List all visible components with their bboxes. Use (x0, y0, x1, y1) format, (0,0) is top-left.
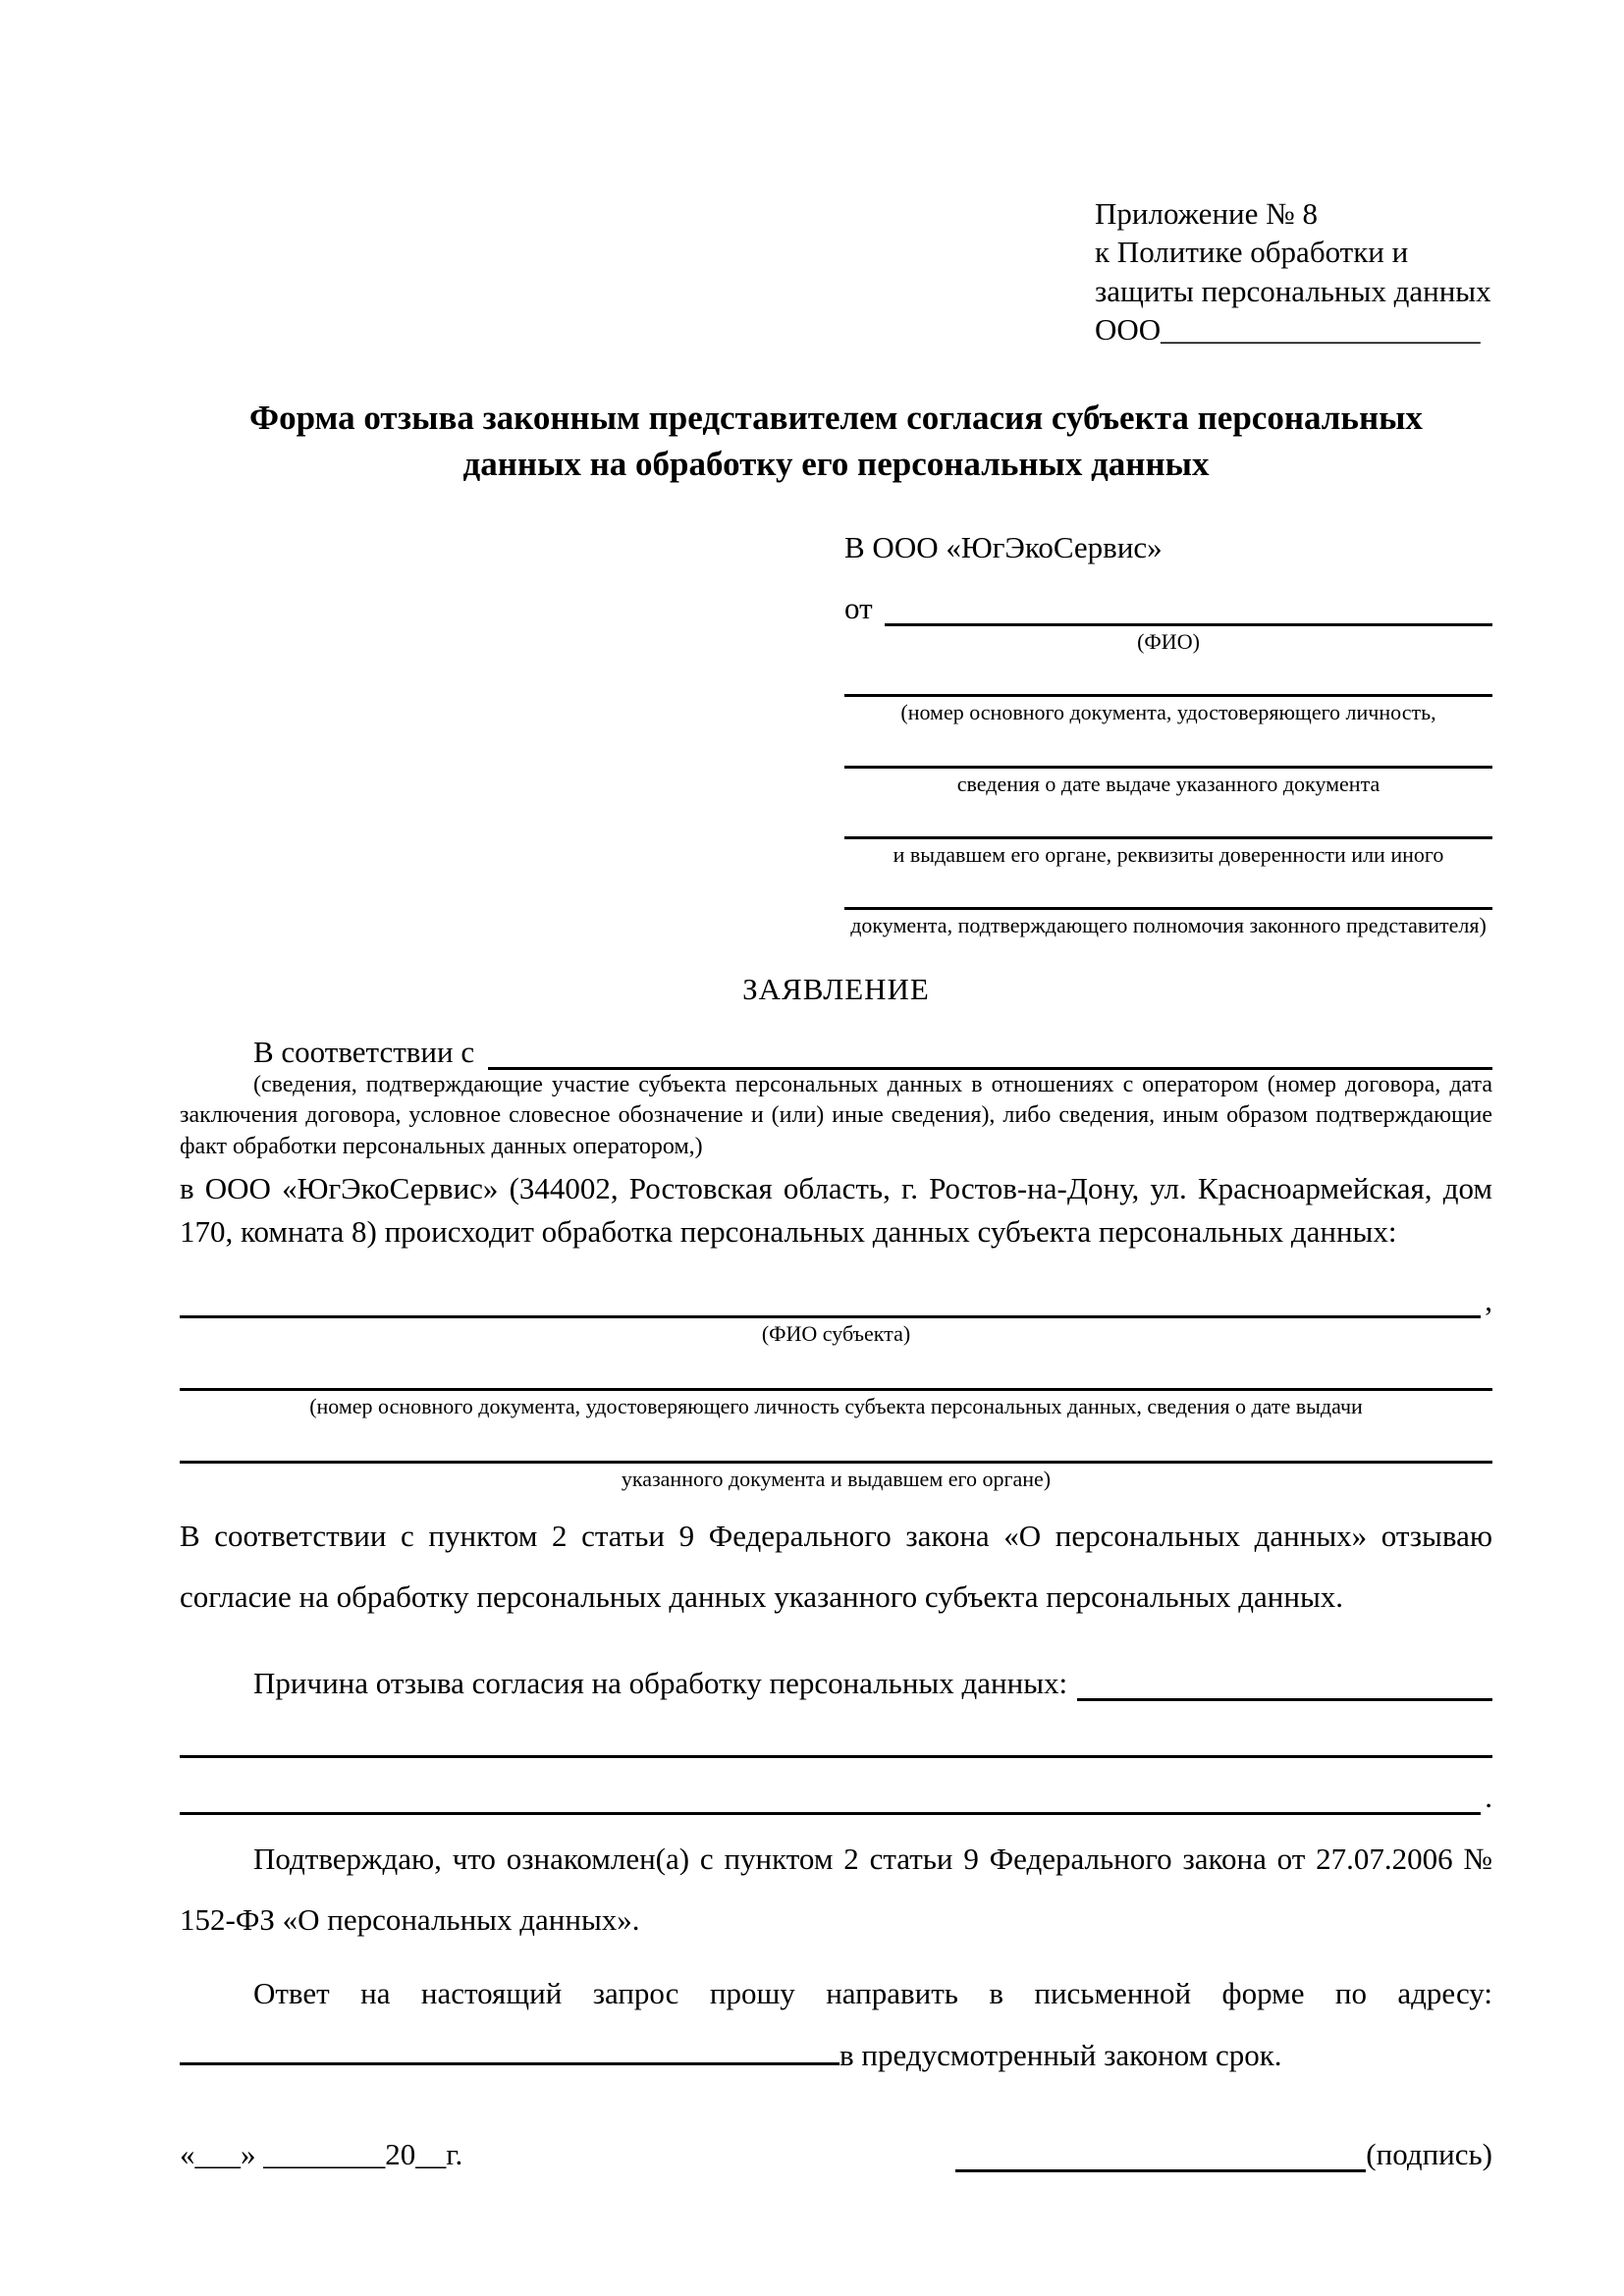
confirm-paragraph: Подтверждаю, что ознакомлен(а) с пунктом 2 статьи 9 Федерального закона от 27.07.2006 № 152-ФЗ «О персональных данных». (180, 1841, 1492, 1938)
signature-caption: (подпись) (1366, 2137, 1492, 2172)
reply-address-fill-line (180, 2032, 839, 2065)
reason-fill-line (1077, 1664, 1492, 1701)
reason-fill-line-2 (180, 1721, 1492, 1758)
doc-caption-4: документа, подтверждающего полномочия законного представителя) (850, 913, 1487, 938)
recipient-block (844, 528, 1492, 938)
subject-doc-caption-2: указанного документа и выдавшем его органе) (621, 1467, 1052, 1492)
intro-label: В соответствии с (253, 1034, 475, 1069)
recipient-organization: В ООО «ЮгЭкоСервис» (844, 529, 1163, 564)
appendix-line-1: Приложение № 8 (1095, 196, 1318, 231)
subject-doc-fill-line-2 (180, 1434, 1492, 1464)
reply-paragraph (180, 1963, 1492, 2086)
doc-caption-1: (номер основного документа, удостоверяющего личность, (900, 700, 1436, 725)
signature-fill-line (955, 2137, 1366, 2172)
reason-blank-row-1 (180, 1701, 1492, 1758)
reply-label: Ответ на настоящий запрос прошу направить в письменной форме по адресу: (253, 1975, 1492, 2010)
doc-line-group-2 (844, 736, 1492, 796)
subject-doc-caption-1: (номер основного документа, удостоверяющего личность субъекта персональных данных, сведения о дате выдачи (309, 1393, 1363, 1418)
doc-line-group-1 (844, 665, 1492, 724)
intro-row (180, 1031, 1492, 1070)
subject-doc-group-2 (180, 1434, 1492, 1491)
reply-suffix: в предусмотренный законом срок. (839, 2037, 1282, 2072)
appendix-line-2: к Политике обработки и (1095, 235, 1409, 270)
reason-row (180, 1644, 1492, 1701)
statement-heading: ЗАЯВЛЕНИЕ (742, 971, 930, 1006)
from-label: от (844, 591, 873, 626)
operator-paragraph: в ООО «ЮгЭкоСервис» (344002, Ростовская область, г. Ростов-на-Дону, ул. Красноармейская, дом 170, комната 8) происходит обработка персональных данных субъекта персональных данных: (180, 1170, 1492, 1249)
subject-doc-fill-line-1 (180, 1362, 1492, 1391)
from-row (844, 589, 1492, 626)
doc-line-group-3 (844, 807, 1492, 867)
reason-period: . (1485, 1779, 1492, 1814)
date-line: «___» ________20__г. (180, 2137, 463, 2172)
appendix-ooo-line: ООО_____________________ (1095, 312, 1481, 347)
doc-line-group-4 (844, 878, 1492, 937)
doc-fill-line-2 (844, 736, 1492, 769)
subject-fio-comma: , (1485, 1282, 1492, 1317)
subject-fio-fill-line (180, 1285, 1481, 1318)
appendix-header (1095, 194, 1497, 348)
doc-fill-line-4 (844, 878, 1492, 910)
subject-fio-row (180, 1283, 1492, 1318)
page-title: Форма отзыва законным представителем согласия субъекта персональных данных на обработку его персональных данных (249, 399, 1423, 483)
reason-blank-row-2 (180, 1758, 1492, 1815)
reason-label: Причина отзыва согласия на обработку персональных данных: (253, 1665, 1068, 1700)
doc-caption-3: и выдавшем его органе, реквизиты доверенности или иного (893, 842, 1444, 867)
fio-caption: (ФИО) (1137, 629, 1200, 655)
doc-fill-line-1 (844, 665, 1492, 697)
intro-fill-line (488, 1031, 1492, 1070)
signature-group (955, 2137, 1492, 2172)
doc-fill-line-3 (844, 807, 1492, 839)
subject-doc-group-1 (180, 1362, 1492, 1418)
subject-fio-caption: (ФИО субъекта) (761, 1320, 911, 1346)
footer-row (180, 2137, 1492, 2172)
intro-note: (сведения, подтверждающие участие субъекта персональных данных в отношениях с оператором (номер договора, дата заключения договора, условное словесное обозначение и (или) иные сведения), либо сведения, иным образом подтверждающие факт обработки персональных данных оператором,) (180, 1071, 1492, 1159)
reason-fill-line-3 (180, 1778, 1481, 1815)
doc-caption-2: сведения о дате выдаче указанного документа (956, 771, 1380, 796)
from-fio-fill-line (885, 589, 1492, 626)
withdraw-paragraph: В соответствии с пунктом 2 статьи 9 Федерального закона «О персональных данных» отзываю согласие на обработку персональных данных указанного субъекта персональных данных. (180, 1518, 1492, 1615)
appendix-line-3: защиты персональных данных (1095, 273, 1491, 308)
